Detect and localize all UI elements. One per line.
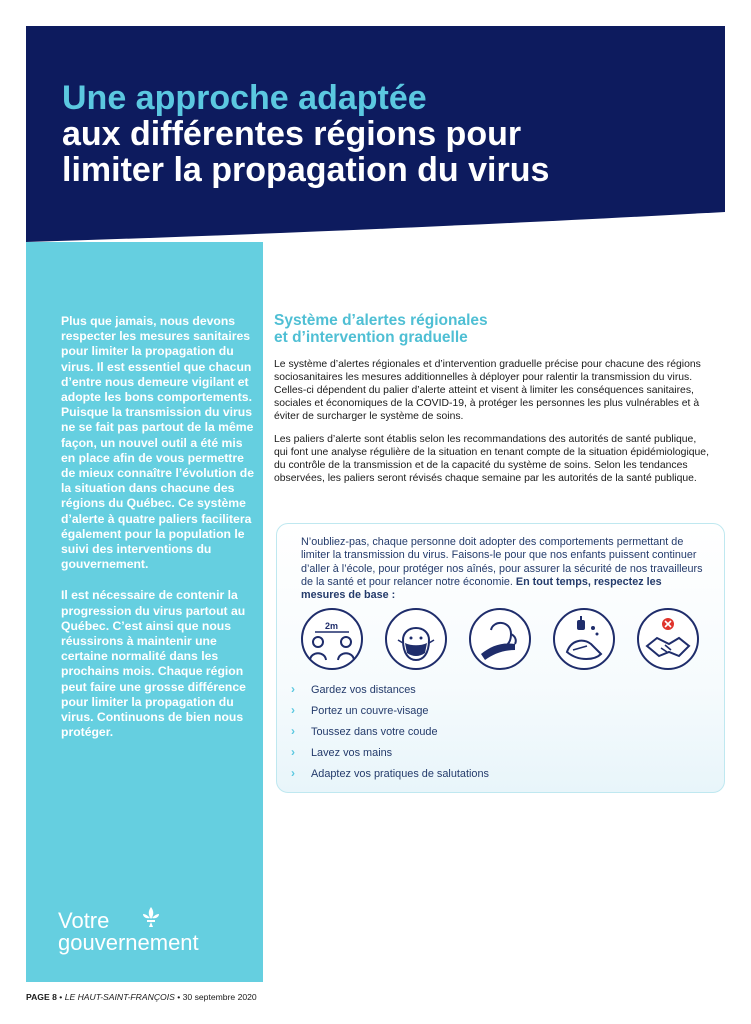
publication-date: 30 septembre 2020 [182, 992, 257, 1002]
measures-icons [301, 608, 701, 674]
list-item [291, 747, 489, 768]
list-item-label: Toussez dans votre coude [311, 726, 438, 738]
title-line-1: Une approche adaptée [62, 79, 427, 117]
page-number: PAGE 8 [26, 992, 57, 1002]
logo-line-2: gouvernement [58, 930, 199, 955]
no-handshake-icon [637, 608, 699, 670]
distance-label: 2m [325, 621, 339, 631]
section-title [274, 312, 726, 346]
sidebar-paragraph-2: Il est nécessaire de contenir la progression du virus partout au Québec. C’est ainsi que nous réussirons à maintenir une certaine normalité dans les prochains mois. Chaque région peut faire une grosse différence pour limiter la propagation du virus. Continuons de bien nous protéger. [61, 588, 246, 740]
chevron-right-icon: › [291, 703, 295, 717]
basic-measures-box [276, 523, 725, 793]
cough-elbow-icon [469, 608, 531, 670]
fleur-de-lis-icon [140, 906, 162, 928]
footer-separator: • [56, 992, 65, 1002]
page-title [62, 80, 549, 188]
section-title-line-2: et d’intervention graduelle [274, 329, 468, 346]
government-logo [58, 910, 199, 954]
sidebar-text [61, 314, 256, 740]
chevron-right-icon: › [291, 745, 295, 759]
chevron-right-icon: › [291, 682, 295, 696]
chevron-right-icon: › [291, 766, 295, 780]
measures-list [291, 684, 489, 789]
logo-line-1: Votre [58, 908, 110, 933]
list-item [291, 768, 489, 789]
title-line-2: aux différentes régions pour [62, 115, 522, 153]
publication-name: LE HAUT-SAINT-FRANÇOIS [64, 992, 175, 1002]
list-item-label: Gardez vos distances [311, 684, 416, 696]
list-item [291, 705, 489, 726]
list-item [291, 726, 489, 747]
header-banner [26, 26, 725, 242]
main-content [274, 312, 726, 485]
handwash-icon [553, 608, 615, 670]
main-paragraph-1: Le système d’alertes régionales et d’intervention graduelle précise pour chacune des régions sociosanitaires les mesures additionnelles à déployer pour ralentir la transmission du virus. Celles-ci dépendent du palier d’alerte atteint et visent à limiter les conséquences sanitaires, sociales et économiques de la COVID-19, à protéger les personnes les plus vulnérables et à éviter de surcharger le système de soins. [274, 359, 701, 422]
mask-icon [385, 608, 447, 670]
list-item [291, 684, 489, 705]
infobox-emphasis: En tout temps, respectez les mesures de base : [301, 575, 662, 602]
page-footer [26, 992, 257, 1002]
distance-icon [301, 608, 363, 670]
chevron-right-icon: › [291, 724, 295, 738]
list-item-label: Adaptez vos pratiques de salutations [311, 768, 489, 780]
section-title-line-1: Système d’alertes régionales [274, 312, 488, 329]
list-item-label: Portez un couvre-visage [311, 705, 429, 717]
sidebar [26, 242, 263, 982]
list-item-label: Lavez vos mains [311, 747, 393, 759]
infobox-body: N’oubliez-pas, chaque personne doit adopter des comportements permettant de limiter la transmission du virus. Faisons-le pour que nos enfants puissent continuer d’aller à l’école, pour protéger nos aînés, pour assurer la sécurité de nos travailleurs de la santé et pour relancer notre économie. [301, 536, 703, 588]
footer-separator: • [174, 992, 183, 1002]
infobox-text [301, 536, 709, 602]
sidebar-paragraph-1: Plus que jamais, nous devons respecter les mesures sanitaires pour limiter la propagation du virus. Il est essentiel que chacun d’entre nous demeure vigilant et adopte les bons comportements. Puisque la transmission du virus ne se fait pas partout de la même façon, un nouvel outil a été mis en place afin de vous permettre de mieux connaître l’évolution de la situation dans chacune des régions du Québec. Ce système d’alerte à quatre paliers facilitera également pour la population le suivi des interventions du gouvernement. [61, 314, 255, 572]
main-paragraph-2: Les paliers d’alerte sont établis selon les recommandations des autorités de santé publique, qui font une analyse régulière de la situation en tenant compte de la situation épidémiologique, du contrôle de la transmission et de la capacité du système de soins. Selon les tendances observées, les paliers seront révisés chaque semaine par les autorités de la santé publique. [274, 434, 709, 484]
title-line-3: limiter la propagation du virus [62, 151, 550, 189]
